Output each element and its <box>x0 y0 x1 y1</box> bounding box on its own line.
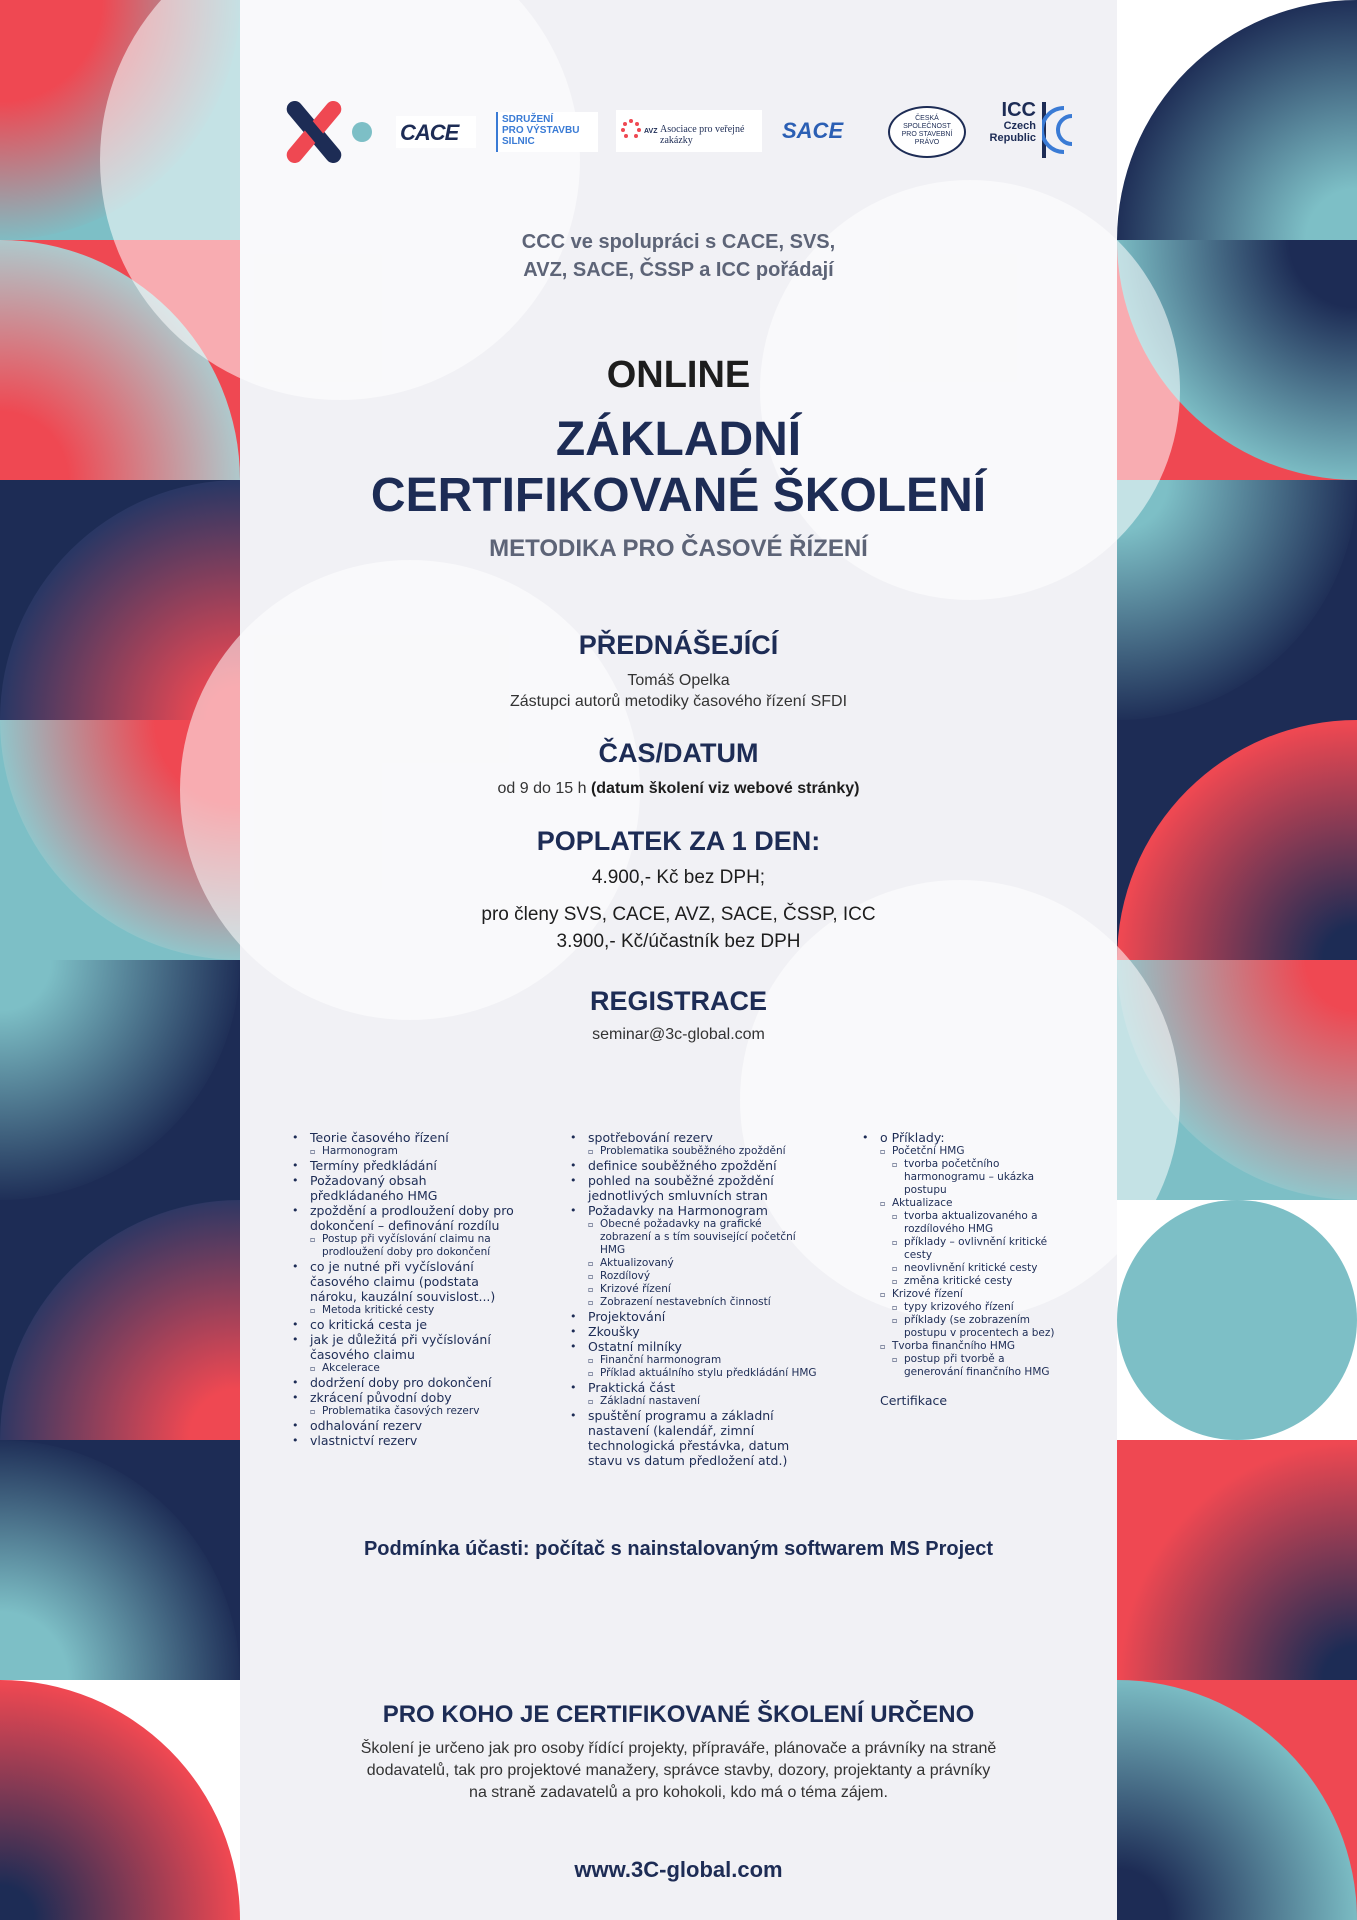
outline-entry: • o Příklady: <box>858 1130 1098 1145</box>
icc-logo-line: Republic <box>989 132 1036 144</box>
outline-entry: • zpoždění a prodloužení doby pro <box>288 1203 556 1218</box>
time-heading: ČAS/DATUM <box>598 738 759 768</box>
outline-entry: • zkrácení původní doby <box>288 1390 556 1405</box>
outline-entry: • Projektování <box>566 1309 846 1324</box>
sace-logo <box>780 116 860 148</box>
decor-tile <box>1117 1680 1357 1920</box>
title-line: CERTIFIKOVANÉ ŠKOLENÍ <box>370 469 987 522</box>
outline-entry: • spuštění programu a základní <box>566 1408 846 1423</box>
outline-entry: • dodržení doby pro dokončení <box>288 1375 556 1390</box>
outline-entry: ▫ Aktualizace <box>858 1197 1098 1210</box>
outline-entry: • Požadavky na Harmonogram <box>566 1203 846 1218</box>
cssp-logo-line: SPOLEČNOST <box>903 123 951 130</box>
outline-entry: • Požadovaný obsah <box>288 1173 556 1188</box>
outline-entry: ▫ Zobrazení nestavebních činností <box>566 1296 846 1309</box>
outline-entry: ▫ tvorba aktualizovaného a <box>858 1210 1098 1223</box>
svs-logo-line: SILNIC <box>502 136 535 147</box>
cssp-logo-line: PRO STAVEBNÍ <box>901 131 953 138</box>
decor-tile <box>0 480 240 720</box>
outline-entry: • definice souběžného zpoždění <box>566 1158 846 1173</box>
outline-entry: ▫ příklady (se zobrazením <box>858 1314 1098 1327</box>
cace-logo <box>396 116 476 148</box>
audience-body <box>240 1738 1117 1804</box>
fee-body <box>240 864 1117 955</box>
partner-logos <box>280 88 1080 178</box>
ccc-logo-icon <box>284 92 374 172</box>
outline-entry: ▫ Krizové řízení <box>566 1283 846 1296</box>
fee-line: 3.900,- Kč/účastník bez DPH <box>556 931 801 952</box>
decor-tile <box>0 1440 240 1680</box>
intro-line: AVZ, SACE, ČSSP a ICC pořádají <box>523 259 834 281</box>
fee-line: pro členy SVS, CACE, AVZ, SACE, ČSSP, ICC <box>481 904 876 925</box>
audience-line: na straně zadavatelů a pro kohokoli, kdo má o téma zájem. <box>469 1784 888 1801</box>
outline-entry: prodloužení doby pro dokončení <box>322 1246 491 1258</box>
time-value <box>240 778 1117 800</box>
outline-entry: ▫ příklady – ovlivnění kritické <box>858 1236 1098 1249</box>
outline-entry: • Teorie časového řízení <box>288 1130 556 1145</box>
outline-column-3 <box>858 1130 1098 1408</box>
decor-tile <box>1117 1200 1357 1440</box>
decor-tile <box>1117 0 1357 240</box>
sace-logo-text: SACE <box>782 118 844 143</box>
outline-entry: • co je nutné při vyčíslování <box>288 1259 556 1274</box>
outline-entry: • odhalování rezerv <box>288 1418 556 1433</box>
icc-logo-line: Czech <box>1003 120 1036 132</box>
outline-entry: • vlastnictví rezerv <box>288 1433 556 1448</box>
outline-entry: rozdílového HMG <box>904 1223 994 1235</box>
outline-entry: časového claimu (podstata <box>310 1274 479 1289</box>
cssp-logo-line: ČESKÁ <box>915 115 939 122</box>
outline-entry: • jak je důležitá při vyčíslování <box>288 1332 556 1347</box>
decor-tile <box>0 1200 240 1440</box>
outline-entry: • Zkoušky <box>566 1324 846 1339</box>
outline-entry: nároku, kauzální souvislost...) <box>310 1289 496 1304</box>
outline-entry <box>858 1379 1098 1393</box>
outline-entry: postupu <box>904 1184 947 1196</box>
svs-logo <box>496 112 598 152</box>
decor-tile <box>1117 1440 1357 1680</box>
lecturer-name: Tomáš Opelka <box>627 672 730 689</box>
outline-entry: harmonogramu – ukázka <box>904 1171 1035 1183</box>
cssp-logo-line: PRÁVO <box>914 139 940 146</box>
decor-tile <box>0 1680 240 1920</box>
outline-entry: ▫ Příklad aktuálního stylu předkládání HMG <box>566 1367 846 1380</box>
page-title <box>240 412 1117 524</box>
time-hours: od 9 do 15 h <box>497 780 587 797</box>
outline-entry: ▫ Problematika souběžného zpoždění <box>566 1145 846 1158</box>
fee-line: 4.900,- Kč bez DPH; <box>591 867 766 888</box>
outline-entry: zobrazení a s tím související početční <box>600 1231 796 1243</box>
outline-entry: ▫ Základní nastavení <box>566 1395 846 1408</box>
avz-logo <box>616 110 762 152</box>
outline-column-1 <box>288 1130 556 1448</box>
outline-entry: postupu v procentech a bez) <box>904 1327 1055 1339</box>
outline-entry: ▫ Krizové řízení <box>858 1288 1098 1301</box>
outline-entry: ▫ Postup při vyčíslování claimu na <box>288 1233 556 1246</box>
audience-line: dodavatelů, tak pro projektové manažery, správce stavby, dozory, projektanty a právníky <box>366 1762 991 1779</box>
outline-column-2 <box>566 1130 846 1468</box>
outline-entry: Certifikace <box>880 1393 948 1408</box>
page-subtitle: METODIKA PRO ČASOVÉ ŘÍZENÍ <box>489 535 868 562</box>
outline-entry: ▫ postup při tvorbě a <box>858 1353 1098 1366</box>
outline-entry: jednotlivých smluvních stran <box>588 1188 768 1203</box>
outline-entry: • pohled na souběžné zpoždění <box>566 1173 846 1188</box>
outline-entry: generování finančního HMG <box>904 1366 1050 1378</box>
outline-entry: stavu vs datum předložení atd.) <box>588 1453 788 1468</box>
outline-entry: ▫ typy krizového řízení <box>858 1301 1098 1314</box>
outline-entry: ▫ Tvorba finančního HMG <box>858 1340 1098 1353</box>
icc-logo-title: ICC <box>1001 99 1036 121</box>
intro-text <box>240 228 1117 284</box>
svs-logo-line: PRO VÝSTAVBU <box>502 125 580 136</box>
cace-logo-text: CACE <box>400 120 459 145</box>
title-line: ZÁKLADNÍ <box>555 413 802 466</box>
outline-entry: ▫ Metoda kritické cesty <box>288 1304 556 1317</box>
outline-entry: ▫ Finanční harmonogram <box>566 1354 846 1367</box>
audience-line: Školení je určeno jak pro osoby řídící projekty, přípraváře, plánovače a právníky na straně <box>360 1740 997 1757</box>
fee-heading: POPLATEK ZA 1 DEN: <box>536 826 821 856</box>
ccc-logo <box>284 92 374 172</box>
outline-entry: ▫ Obecné požadavky na grafické <box>566 1218 846 1231</box>
avz-star-icon <box>620 118 642 140</box>
website-link[interactable]: www.3C-global.com <box>574 1857 783 1882</box>
outline-entry: ▫ Početční HMG <box>858 1145 1098 1158</box>
outline-entry: HMG <box>600 1244 626 1256</box>
audience-heading: PRO KOHO JE CERTIFIKOVANÉ ŠKOLENÍ URČENO <box>382 1701 975 1728</box>
intro-line: CCC ve spolupráci s CACE, SVS, <box>521 231 836 253</box>
lecturer-note: Zástupci autorů metodiky časového řízení SFDI <box>509 693 848 710</box>
icc-logo <box>986 100 1078 164</box>
time-note: (datum školení viz webové stránky) <box>590 780 860 797</box>
outline-entry: ▫ změna kritické cesty <box>858 1275 1098 1288</box>
participation-condition: Podmínka účasti: počítač s nainstalovaným softwarem MS Project <box>363 1538 994 1560</box>
online-label: ONLINE <box>606 354 751 396</box>
decor-tile <box>1117 480 1357 720</box>
lecturers-heading: PŘEDNÁŠEJÍCÍ <box>578 630 779 660</box>
outline-entry: ▫ Aktualizovaný <box>566 1257 846 1270</box>
outline-entry: ▫ tvorba početčního <box>858 1158 1098 1171</box>
registration-email[interactable]: seminar@3c-global.com <box>592 1026 765 1043</box>
outline-entry: cesty <box>904 1249 933 1261</box>
avz-logo-name: Asociace pro veřejné zakázky <box>660 124 745 146</box>
outline-entry: ▫ neovlivnění kritické cesty <box>858 1262 1098 1275</box>
registration-heading: REGISTRACE <box>589 986 768 1016</box>
outline-entry: ▫ Harmonogram <box>288 1145 556 1158</box>
outline-entry: • Termíny předkládání <box>288 1158 556 1173</box>
decor-tile <box>1117 720 1357 960</box>
icc-arcs-icon <box>1042 100 1076 160</box>
outline-entry: ▫ Problematika časových rezerv <box>288 1405 556 1418</box>
outline-entry: ▫ Rozdílový <box>566 1270 846 1283</box>
lecturers-body <box>240 670 1117 712</box>
outline-entry: dokončení – definování rozdílu <box>310 1218 500 1233</box>
decor-tile <box>0 960 240 1200</box>
content-panel <box>240 0 1117 1920</box>
cssp-logo <box>888 106 966 158</box>
outline-entry: • spotřebování rezerv <box>566 1130 846 1145</box>
outline-entry: předkládaného HMG <box>310 1188 438 1203</box>
outline-entry: časového claimu <box>310 1347 415 1362</box>
outline-entry: ▫ Akcelerace <box>288 1362 556 1375</box>
outline-entry: technologická přestávka, datum <box>588 1438 790 1453</box>
outline-entry: nastavení (kalendář, zimní <box>588 1423 755 1438</box>
outline-entry: • Praktická část <box>566 1380 846 1395</box>
outline-entry: • co kritická cesta je <box>288 1317 556 1332</box>
svs-logo-line: SDRUŽENÍ <box>502 114 554 125</box>
outline-entry: • Ostatní milníky <box>566 1339 846 1354</box>
avz-logo-short: AVZ <box>644 128 658 135</box>
